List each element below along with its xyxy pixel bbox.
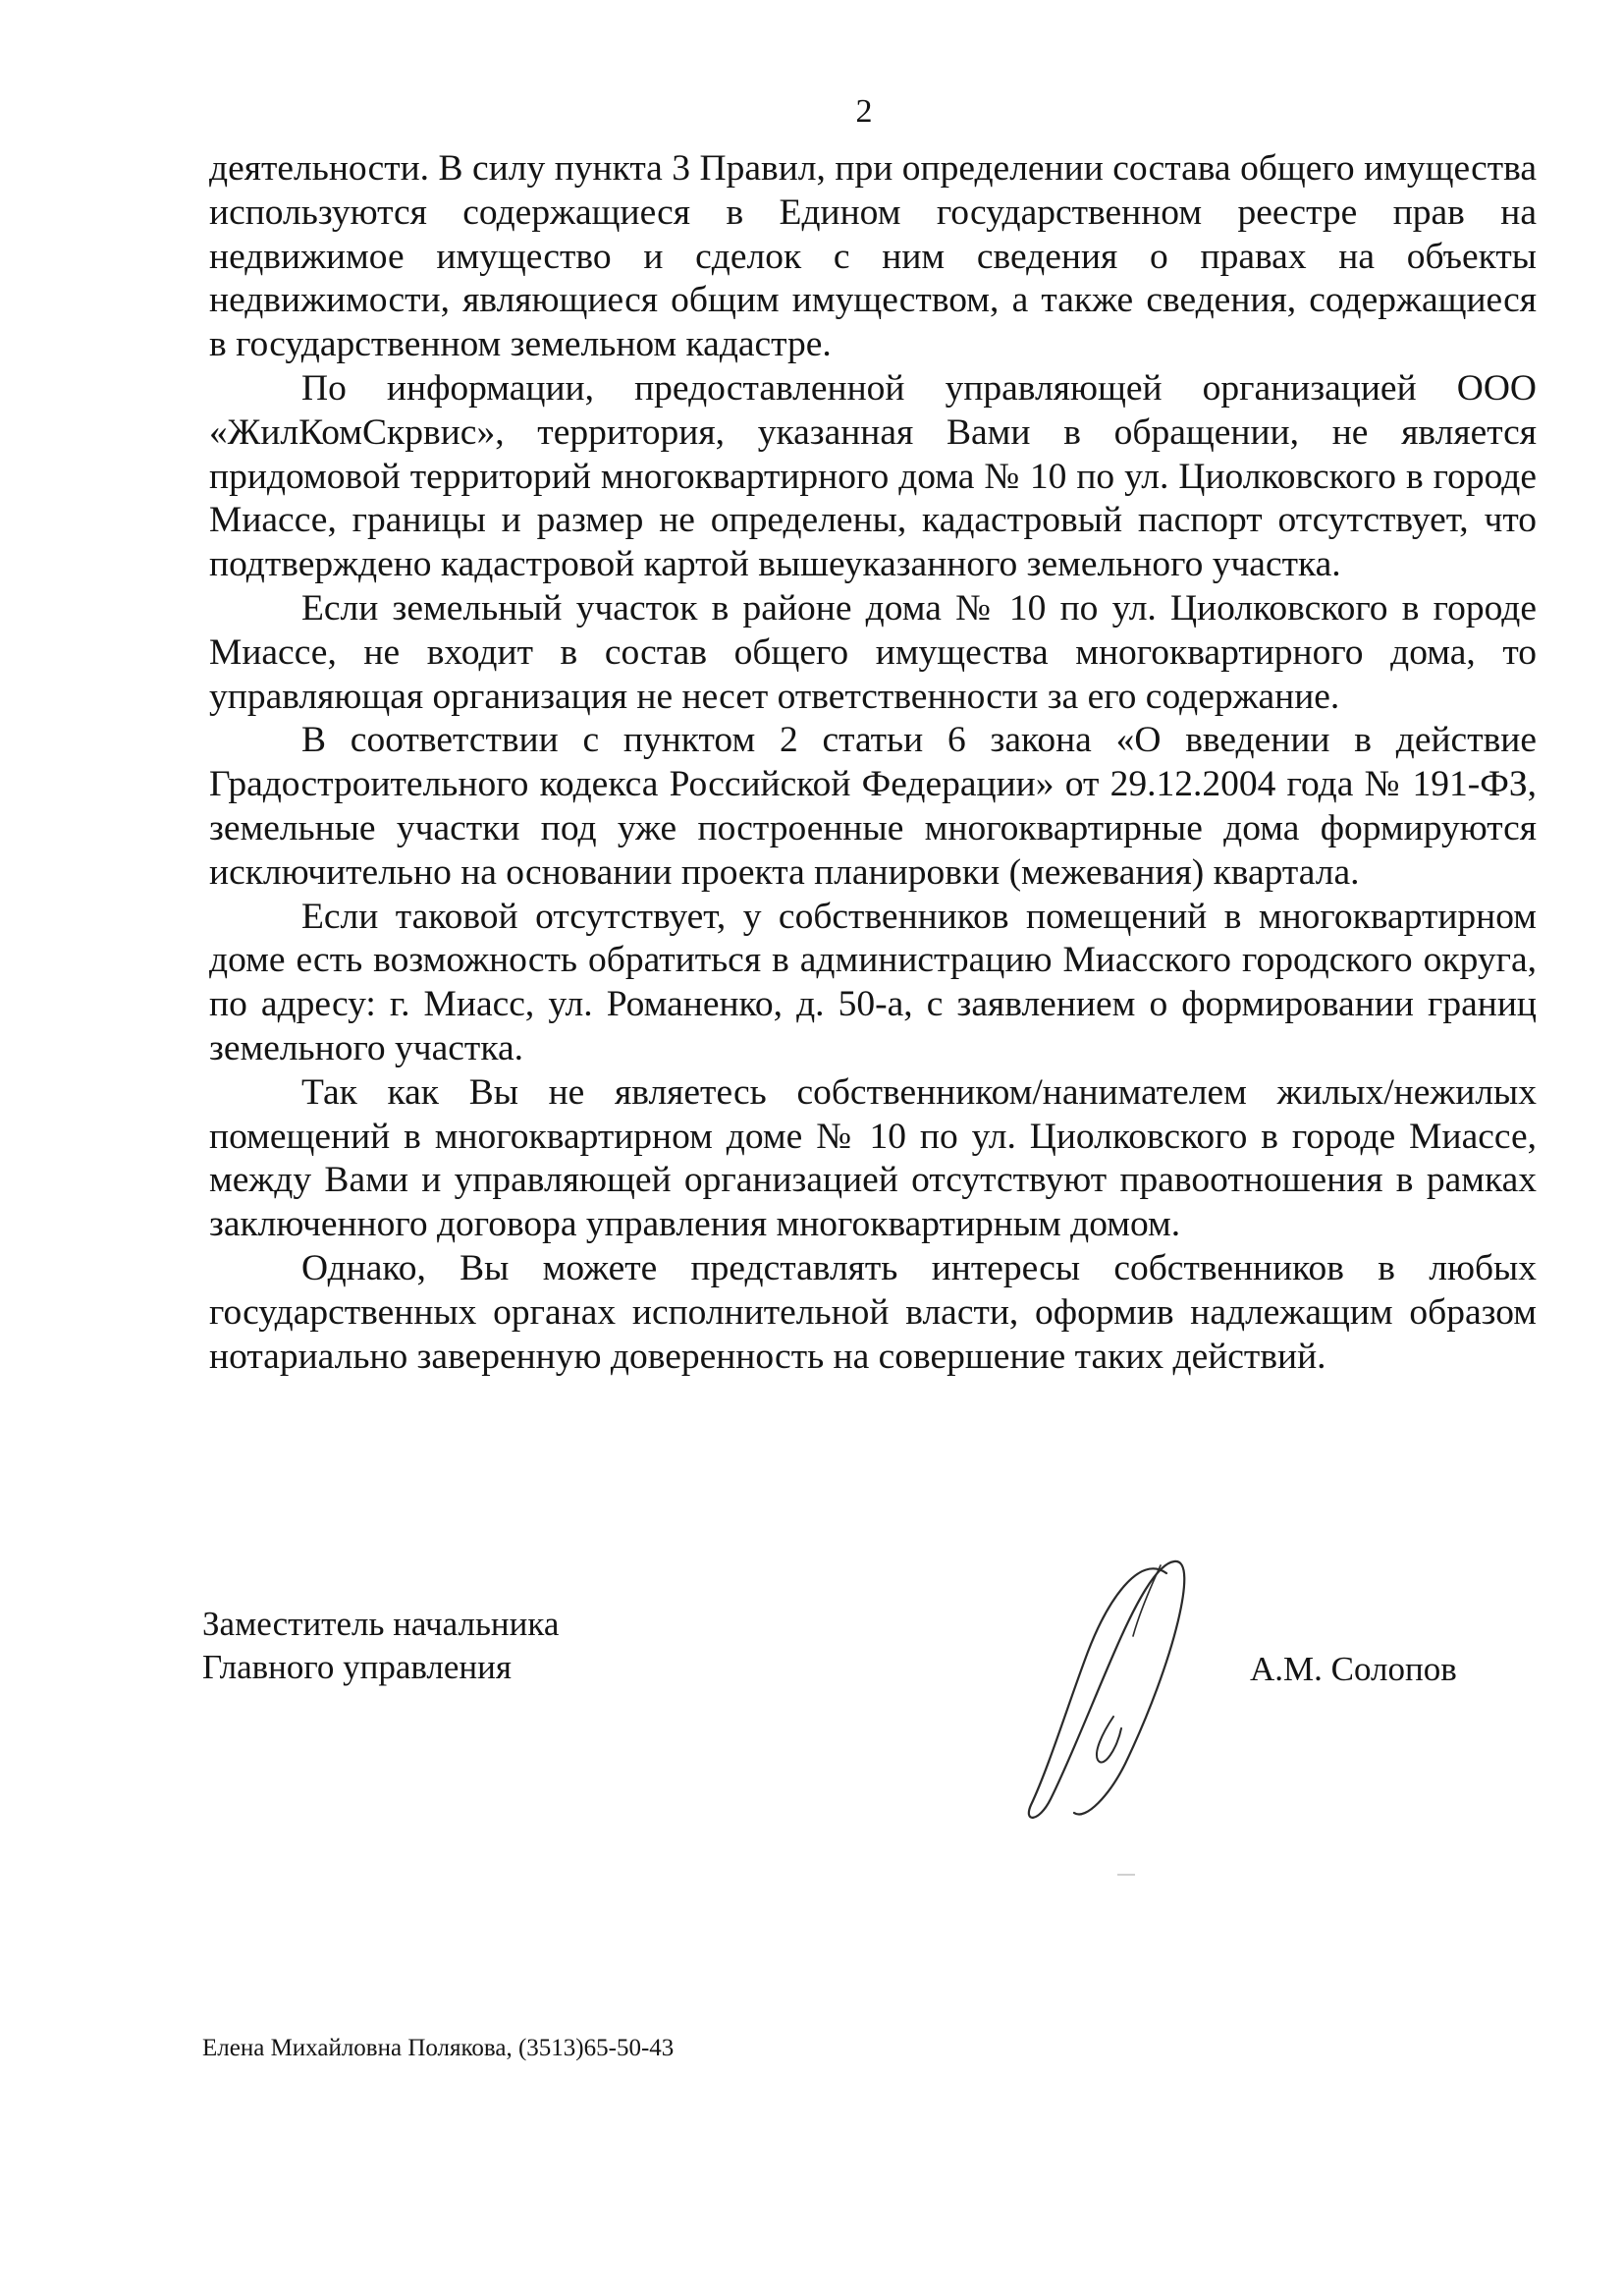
paragraph-administration: Если таковой отсутствует, у собственников помещений в многоквартирном доме есть возможность обратиться в администрацию Миасского городского округа, по адресу: г. Миасс, ул. Романенко, д. 50-а, с заявлением о формировании границ земельного участка. — [209, 896, 1537, 1068]
letter-body — [209, 147, 1537, 1379]
scan-speck — [1117, 1874, 1135, 1876]
paragraph-management-info: По информации, предоставленной управляющей организацией ООО «ЖилКомСкрвис», территория, указанная Вами в обращении, не является придомовой территорий многоквартирного дома № 10 по ул. Циолковского в городе Миассе, границы и размер не определены, кадастровый паспорт отсутствует, что подтверждено кадастровой картой вышеуказанного земельного участка. — [209, 367, 1537, 585]
paragraph-responsibility: Если земельный участок в районе дома № 10 по ул. Циолковского в городе Миассе, не входит в состав общего имущества многоквартирного дома, то управляющая организация не несет ответственности за его содержание. — [209, 587, 1537, 717]
page-number: 2 — [855, 93, 873, 130]
signature-block — [202, 1603, 1577, 1829]
paragraph-continued: деятельности. В силу пункта 3 Правил, при определении состава общего имущества используются содержащиеся в Едином государственном реестре прав на недвижимое имущество и сделок с ним сведения о правах на объекты недвижимости, являющиеся общим имуществом, а также сведения, содержащиеся в государственном земельном кадастре. — [209, 148, 1537, 365]
signer-position-line-1: Заместитель начальника — [202, 1605, 560, 1643]
signer-position — [202, 1603, 559, 1689]
paragraph-law-reference: В соответствии с пунктом 2 статьи 6 закона «О введении в действие Градостроительного кодекса Российской Федерации» от 29.12.2004 года № 191-ФЗ, земельные участки под уже построенные многоквартирные дома формируются исключительно на основании проекта планировки (межевания) квартала. — [209, 720, 1537, 893]
executor-contact: Елена Михайловна Полякова, (3513)65-50-43 — [202, 2035, 675, 2061]
signer-position-line-2: Главного управления — [202, 1648, 512, 1686]
paragraph-power-of-attorney: Однако, Вы можете представлять интересы собственников в любых государственных органах исполнительной власти, оформив надлежащим образом нотариально заверенную доверенность на совершение таких действий. — [209, 1247, 1537, 1377]
paragraph-no-relations: Так как Вы не являетесь собственником/нанимателем жилых/нежилых помещений в многоквартирном доме № 10 по ул. Циолковского в городе Миассе, между Вами и управляющей организацией отсутствуют правоотношения в рамках заключенного договора управления многоквартирным домом. — [209, 1071, 1537, 1245]
signer-name: А.М. Солопов — [1250, 1650, 1457, 1688]
handwritten-signature-icon — [992, 1542, 1217, 1836]
